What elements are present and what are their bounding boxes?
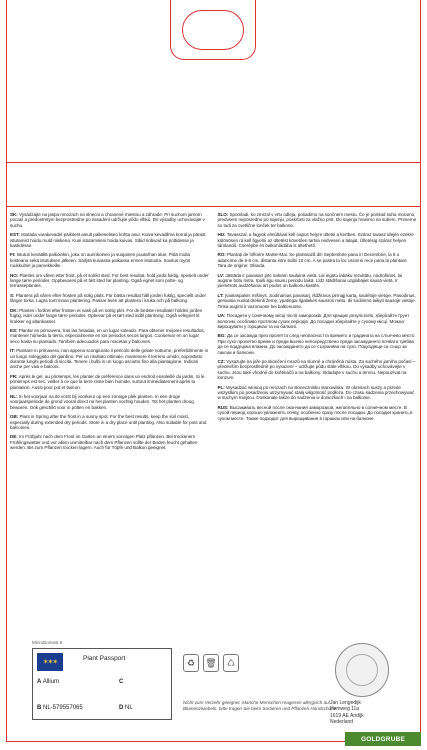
instruction-text: Spomladi, ko zmrzal v vrtu odleja, posadimo na sončnem mestu. Če je pomlad suha moramo, predvsem neposredno po sajenju, poskrbeti za vlažno prst. Do sajenja hranimo na suhem. Primerne so tudi za cvetlične lonček ter balkone. bbox=[217, 212, 417, 228]
instruction-fr bbox=[10, 374, 210, 390]
language-code: LT: bbox=[217, 292, 225, 298]
language-code: BG: bbox=[217, 333, 227, 339]
language-code: DK: bbox=[10, 307, 20, 313]
instruction-fi bbox=[10, 252, 210, 268]
language-code: ES: bbox=[10, 327, 19, 333]
language-code: GB: bbox=[10, 414, 20, 420]
instruction-ua bbox=[218, 313, 418, 329]
language-code: LV: bbox=[217, 272, 226, 278]
instruction-est bbox=[10, 232, 210, 248]
instruction-rus bbox=[218, 405, 418, 421]
language-code: DE: bbox=[10, 434, 19, 440]
instruction-dk bbox=[10, 308, 210, 324]
waste-bin-icon: 🗑 bbox=[203, 654, 219, 672]
instruction-nl bbox=[10, 394, 210, 410]
instruction-text: Istutus keväällä paikoinkin, joka on aurinkoinen ja suojainen puutarhan alue. Pidä multa kosteana sekä istutuksen jälkeen. Säilytä kuivassa paikassa ennen istutusta. Sovitus myös ruukkuihin ja parvekkeille. bbox=[10, 252, 191, 269]
instruction-text: Istutada varakevadel päiksest ainult paikeseliseo kohta asui. Kuiva kevadilma korral ja pärast istutamist hoidu muld niiskena. Kuni istutamiseni hoida kuivas. Sibid sobivad ka pottidesse ja kastidesse. bbox=[10, 232, 206, 249]
allergy-disclaimer: Nicht zum Verzehr geeignet. Manche Menschen reagieren allergisch auf Blumenzwiebeln. bitte tragen Sie beim Sortieren und Pflanzen Handschuhe. bbox=[183, 700, 338, 711]
instruction-pl bbox=[218, 385, 418, 401]
language-code: RO: bbox=[217, 252, 227, 258]
language-code: SLO: bbox=[217, 212, 230, 217]
language-code: NL: bbox=[10, 393, 19, 399]
instruction-text: Jāstāda ir pavasarī pēc salnām saulainā vietā. Lai iegūtu labāku rezultātu, nodrošiniet, lai augsne būtu mitra, īpaši ilgu sausu periodu laikā. Līdz stādīšanai uzglabājiet sausā vietā. Ir piemērots audzēšanai arī podos un balkonu kastēs. bbox=[217, 272, 403, 289]
instruction-text: Vysádzajte na jaspa mnozach na slnecni a chranené miestou a záhrade. Pri suchom jarnom pocasí a predostretým bezprostredne po zasadení udržujte pôdu vlhkú. Do výsadby uchovávajte v suchu. bbox=[10, 212, 205, 228]
instruction-gb bbox=[10, 414, 210, 430]
instruction-text: Plantar en primavera, tras las heladas, en un lugar soleado. Para obtener mejores resultados, mantener húmeda la tierra, especialmente en los periodos secos largos. Conservar en un lugar seco hasta su plantado. También adecuados para macetas y balcones. bbox=[10, 327, 205, 344]
producer-address bbox=[330, 700, 418, 725]
instructions-column-left bbox=[10, 212, 210, 640]
eu-flag-icon: ✶✶✶ bbox=[37, 653, 63, 671]
plant-passport bbox=[32, 640, 172, 722]
language-code: HU: bbox=[217, 232, 227, 238]
instruction-text: Vysazujte na jaře po skončení mrazů na slunné a chráněná místa. Za suchého jarního počasí – především bezprostředně po vysazení – udržujte půdu stále vlhkou. Do výsadby uchovávejte v suchu. Jsou také vhodné do květináčů a na balkony. Skladujte v suchu a temnu. Nepouzívat na konzum. bbox=[217, 358, 416, 381]
language-code: PL: bbox=[217, 384, 226, 390]
language-code: FI: bbox=[10, 252, 17, 258]
instruction-it bbox=[10, 348, 210, 370]
language-code: IT: bbox=[10, 348, 17, 354]
recycling-symbols bbox=[183, 652, 245, 674]
instruction-text: Plantes i foråret efter frosten et vask på en solrig plet. For de bedste resultater holdes jorden fugtig, især under lange tørre perioder. Opbevar på et tørt sted indtil plantning. Også velegnet til krukker og altankasser. bbox=[10, 307, 203, 324]
instruction-s bbox=[10, 293, 210, 304]
producer-name: Jan Lengedijk bbox=[330, 700, 361, 706]
producer-line: Nederland bbox=[330, 718, 354, 725]
instruction-de bbox=[10, 434, 210, 450]
language-code: SK: bbox=[10, 212, 19, 217]
instruction-no bbox=[10, 273, 210, 289]
instruction-lt bbox=[218, 293, 418, 309]
instruction-text: Высаживать весной после окончания заморозков, желательно в солнечном месте. В сухой период хорошо увлажнять почву, особенно сразу после посадки. До посадки хранить в сухом месте. Также подходит для выращивания в горшках или на балконе. bbox=[217, 404, 413, 421]
passport-c: C bbox=[119, 679, 124, 685]
instruction-text: Plant in Spring after the frost in a sunny spot. For the best results, keep the soil moist, especially during extended dry periods. Store in a dry place until planting. Also suitable for pots and balconies. bbox=[10, 414, 207, 430]
instruction-text: Plantera på våren efter frosten på solig plats. För bästa resultat håll jorden fuktig, speciellt under långre torka. Lagra torrt innan plantering. Passar även att plantera i kruka och på balkong. bbox=[10, 292, 206, 304]
instruction-ro bbox=[218, 252, 418, 268]
passport-a: A Allium bbox=[37, 679, 60, 685]
passport-title: Plant Passport bbox=[83, 655, 126, 662]
instruction-cz bbox=[218, 359, 418, 381]
fold-line-bottom bbox=[6, 206, 421, 207]
language-code: S: bbox=[10, 292, 16, 298]
instruction-sk bbox=[10, 212, 210, 228]
language-code: NO: bbox=[10, 272, 20, 278]
passport-d: D NL bbox=[119, 705, 133, 711]
instruction-text: Plantes om våren etter frost, på et solrikt sted. For best resultat, hold jorda fuktig, spesielt under lange tørre perioder. Oppbevares på et tørt sted før planting. Også egnet som potte- og terrasseplantes. bbox=[10, 272, 209, 289]
instruction-text: Посадити у сонячному місці після заморозків. Для кращих результатів, зберігайте ґрунт вологим, особливо протягом сухих періодів. До посадки зберігайте у сухому місці. Можна вирощувати у горщиках та на балконі. bbox=[217, 313, 410, 329]
instruction-text: Piantare in primavera, non appena scongiurato il pericolo delle gelate notturne, preferibilmente in un luogo soleggiato del giardino. Per un risultato ottimale, mantenere il terreno umido, soprattutto durante lunghi periodi di siccità. Tenere i bulbi in un luogo asciutto fino alla piantagione. Indicati anche per vasi e balconi. bbox=[10, 348, 209, 370]
fold-line-top bbox=[6, 162, 421, 163]
instruction-bg bbox=[218, 333, 418, 355]
instructions-column-right bbox=[218, 212, 418, 640]
producer-seal-icon bbox=[335, 643, 389, 697]
instruction-text: Après le gel, au printemps, les planter de préférence dans un endroit ensoleillé du jardin. Si le printemps est sec, veiller à ce que la terre reste bien humide, surtout immédiatement après la plantation. Aussi pour pot et balcon. bbox=[10, 373, 205, 390]
instruction-slo bbox=[218, 212, 418, 228]
instructions-area bbox=[10, 212, 417, 640]
plastic-pp-icon: ♺ bbox=[223, 654, 239, 672]
hang-hole bbox=[182, 10, 244, 50]
language-code: EST: bbox=[10, 232, 21, 238]
instruction-text: Tavasszal, a fagyok elmúltával kell napos helyre ültetni a kertben. Száraz tavasz idején ezekre különösen rá kell figyelni az ültetést követően tartsa nedvesen a talajat. Ültetésig száraz helyen tárolandó. Cserépbe és balkonládába is ültethető. bbox=[217, 232, 414, 249]
instruction-lv bbox=[218, 273, 418, 289]
passport-note: MicroDomest II bbox=[32, 640, 63, 645]
language-code: RUS: bbox=[217, 404, 230, 410]
instruction-text: Įvairiaspalvis mišinys. Sodinamas pavasarį, išdžiūvus pirmąjį kartą, saulėtoje vietoje. Pasodinus, geriausia nuolat drėkinti žemę, ypatingai ilgalaikės sausros metu. Iki sodinimo laikyti sausoje vietoje. Tinka auginti ir vazonuose bei balkonuose. bbox=[217, 292, 416, 309]
brand-logo: GOLDGRUBE bbox=[345, 732, 421, 746]
instruction-text: Wysadzać wiosną po mrozach na słonecznisku stanowisku. W okresach suszy a przede wszystkim po posadzeniu utrzymywać stałą wilgotność podłoża. Do czasu sadzenia przechowywać w suchym miejscu. Doskonale także do sadzenia w doniczkach i na balkonie. bbox=[217, 384, 415, 401]
instruction-es bbox=[10, 328, 210, 344]
language-code: CZ: bbox=[217, 358, 227, 364]
passport-box bbox=[32, 648, 172, 720]
language-code: FR: bbox=[10, 373, 19, 379]
instruction-text: Да се засажда през пролетта след неопасността времето и градината на слънчево място. При сухо пролетно време и преди всичко непосредствено преди засаждането почвата трябва да се поддържа влажна. До засаждането да се съхранява на сухо. Подходящи са също за саксии и балкони. bbox=[217, 333, 416, 355]
producer-line: Hemweg 11a bbox=[330, 706, 360, 713]
language-code: UA: bbox=[217, 313, 227, 319]
producer-line: 1619 AE Andijk bbox=[330, 712, 364, 719]
instruction-text: Plantați de înflorire Martie-Mai. Se plantează din Septembrie pana in Decembrie, la 6 u adancime de 6-8 cm, distanta intre bulbi 10 cm. A se pastra la loc uscat si rece pana la plantare. Tara de origine: Olanda. bbox=[217, 252, 408, 269]
recycle-paper-icon: ♻ bbox=[183, 654, 199, 672]
instruction-hu bbox=[218, 232, 418, 248]
instruction-text: Im Frühjahr nach dem Frost im Garten an einem sonnigen Platz pflanzen. Bei trockenem Frühlingswetter und vor allem unmittelbar nach dem Pflanzen sollte der Boden feucht gehalten werden. Bis zum Pflanzen trocken lagern. Auch für Töpfe und Balkon geeignet. bbox=[10, 434, 198, 451]
passport-b: B NL-579557065 bbox=[37, 705, 83, 711]
instruction-text: In het voorjaar na de vorst bij voorkeur op een zonnige plek planten. In een droge voorjaarsperiode de grond vooral direct na het planten vochtig houden. Tot het planten droog bewaren. Ook geschikt voor in potten en bakken. bbox=[10, 393, 194, 410]
